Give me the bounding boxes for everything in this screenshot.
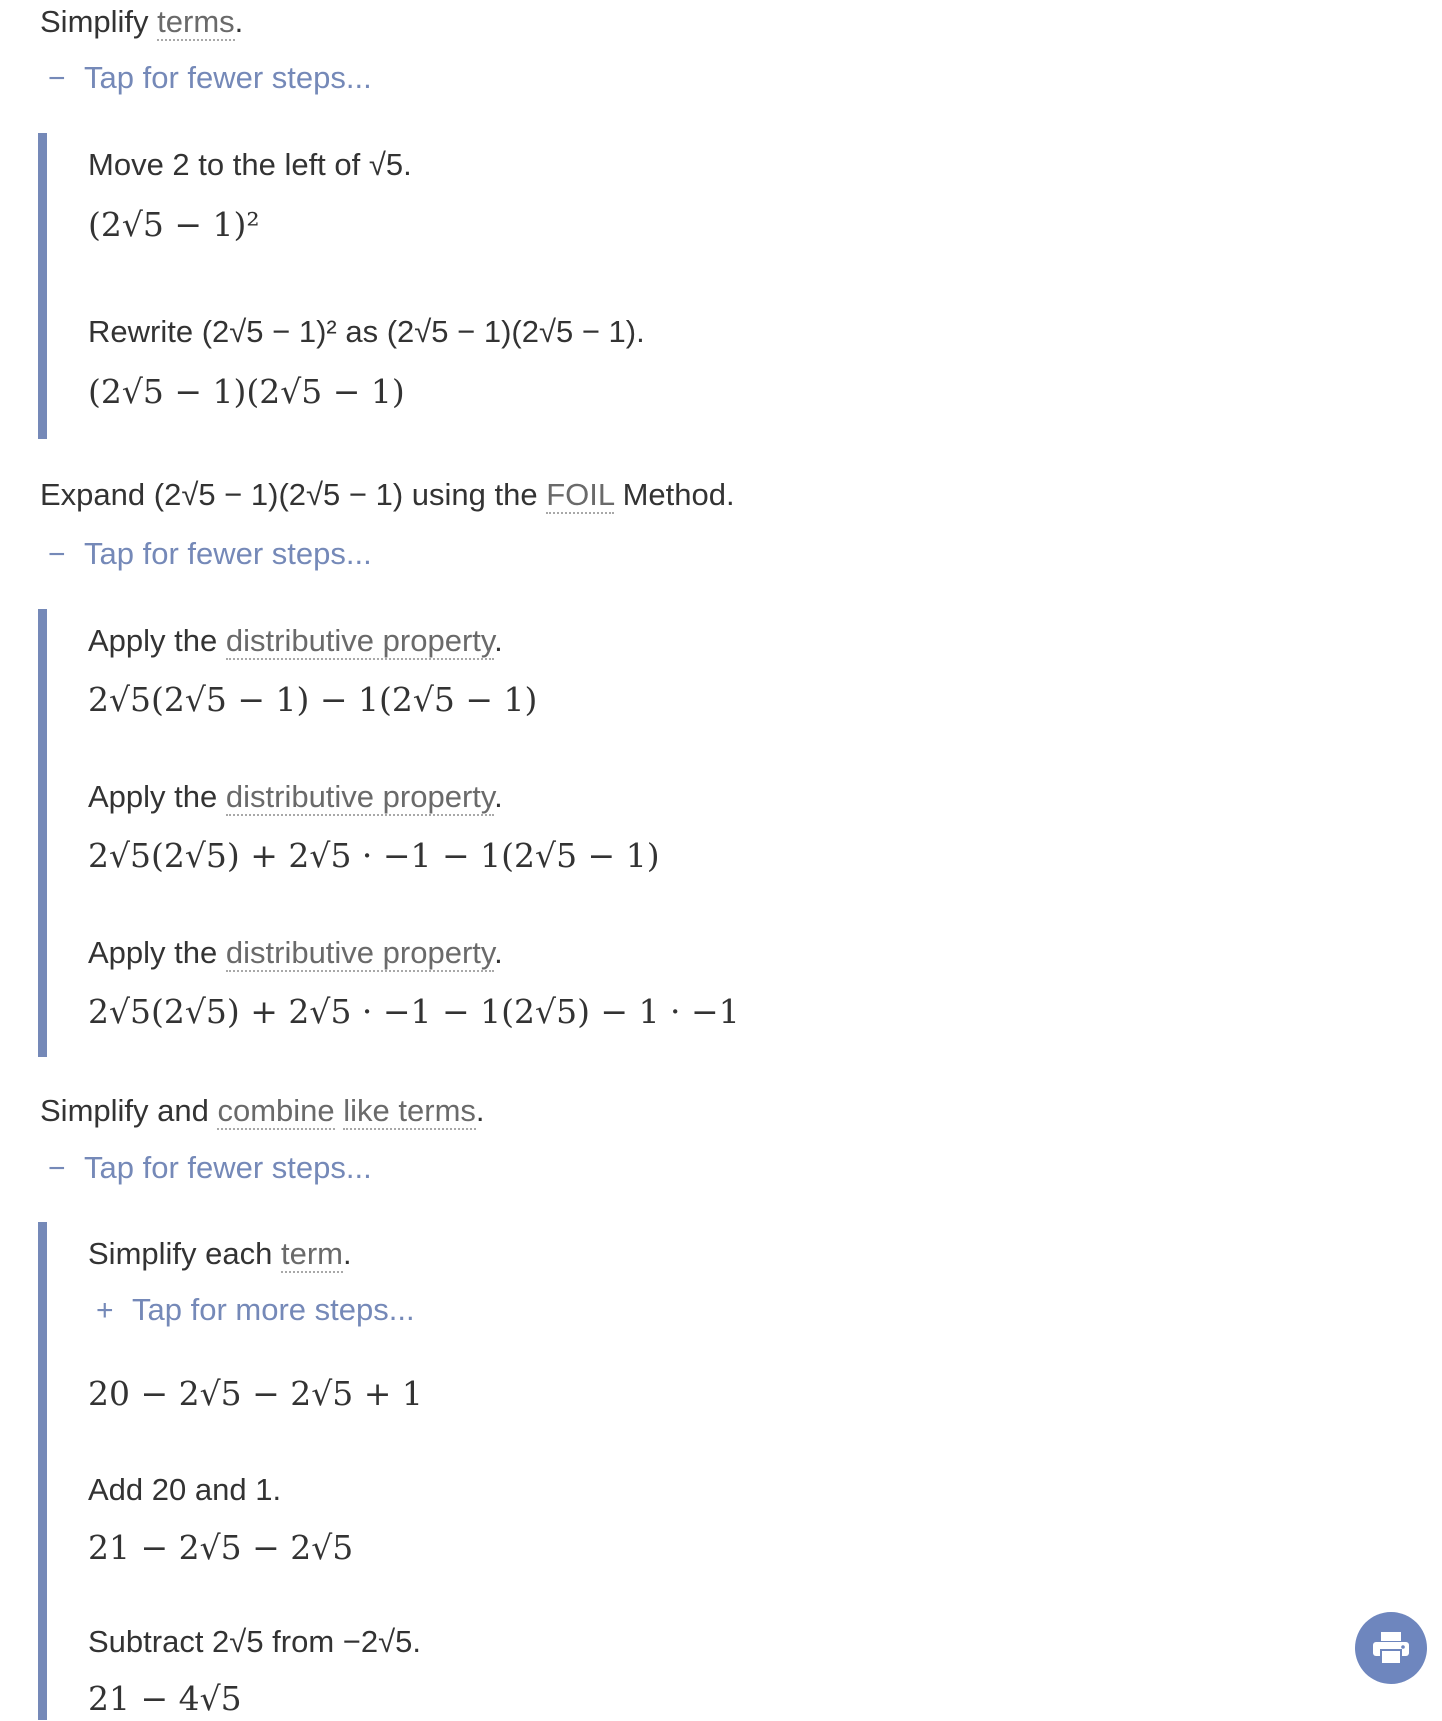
step-distribute-1 — [88, 621, 503, 661]
step-text: Subtract 2√5 from −2√5. — [88, 1624, 421, 1659]
section-expand-foil — [40, 475, 735, 515]
section3-title: Simplify and combine like terms. — [40, 1093, 485, 1128]
steps-bar — [38, 609, 47, 1057]
toggle-label[interactable]: Tap for more steps... — [132, 1292, 415, 1327]
step-rewrite — [88, 312, 645, 352]
minus-icon: − — [48, 1152, 66, 1185]
step-distribute-2 — [88, 777, 503, 817]
step-expr: 20 − 2√5 − 2√5 + 1 — [88, 1374, 423, 1413]
minus-icon: − — [48, 62, 66, 95]
plus-icon: + — [96, 1294, 114, 1327]
section-combine-like-terms — [40, 1091, 485, 1131]
keyword-foil[interactable]: FOIL — [546, 477, 614, 512]
step-text: Apply the distributive property. — [88, 935, 503, 970]
keyword-distributive-property[interactable]: distributive property — [225, 779, 495, 814]
toggle-label[interactable]: Tap for fewer steps... — [84, 536, 372, 571]
step-expr: 2√5(2√5) + 2√5 · −1 − 1(2√5 − 1) — [88, 836, 660, 875]
substep-toggle[interactable] — [96, 1290, 415, 1331]
step-move-2 — [88, 145, 412, 185]
step-text: Simplify each term. — [88, 1236, 352, 1271]
keyword-combine[interactable]: combine — [217, 1093, 335, 1128]
step-simplify-each-term — [88, 1234, 352, 1274]
step-expr: (2√5 − 1)² — [88, 205, 260, 244]
step-expr: 2√5(2√5 − 1) − 1(2√5 − 1) — [88, 680, 538, 719]
printer-icon — [1371, 1630, 1411, 1666]
steps-bar — [38, 133, 47, 439]
step-expr: (2√5 − 1)(2√5 − 1) — [88, 372, 405, 411]
step-expr: 2√5(2√5) + 2√5 · −1 − 1(2√5) − 1 · −1 — [88, 992, 740, 1031]
print-button[interactable] — [1355, 1612, 1427, 1684]
keyword-distributive-property[interactable]: distributive property — [225, 935, 495, 970]
section1-toggle[interactable] — [48, 58, 372, 99]
keyword-term[interactable]: term — [280, 1236, 343, 1271]
section2-toggle[interactable] — [48, 534, 372, 575]
step-text: Add 20 and 1. — [88, 1472, 282, 1507]
step-distribute-3 — [88, 933, 503, 973]
step-text: Apply the distributive property. — [88, 623, 503, 658]
toggle-label[interactable]: Tap for fewer steps... — [84, 1150, 372, 1185]
step-text: Move 2 to the left of √5. — [88, 147, 412, 182]
step-expr: 21 − 4√5 — [88, 1679, 242, 1718]
keyword-terms[interactable]: terms — [157, 4, 235, 39]
step-add — [88, 1470, 281, 1510]
step-text: Apply the distributive property. — [88, 779, 503, 814]
section3-toggle[interactable] — [48, 1148, 372, 1189]
keyword-distributive-property[interactable]: distributive property — [225, 623, 495, 658]
step-text: Rewrite (2√5 − 1)² as (2√5 − 1)(2√5 − 1). — [88, 314, 645, 349]
section-simplify-terms — [40, 2, 243, 42]
toggle-label[interactable]: Tap for fewer steps... — [84, 60, 372, 95]
minus-icon: − — [48, 538, 66, 571]
step-subtract — [88, 1622, 421, 1662]
keyword-like-terms[interactable]: like terms — [343, 1093, 476, 1128]
steps-bar — [38, 1222, 47, 1720]
step-expr: 21 − 2√5 − 2√5 — [88, 1528, 354, 1567]
section1-title: Simplify terms. — [40, 4, 244, 39]
section2-title: Expand (2√5 − 1)(2√5 − 1) using the FOIL Method. — [40, 477, 735, 512]
